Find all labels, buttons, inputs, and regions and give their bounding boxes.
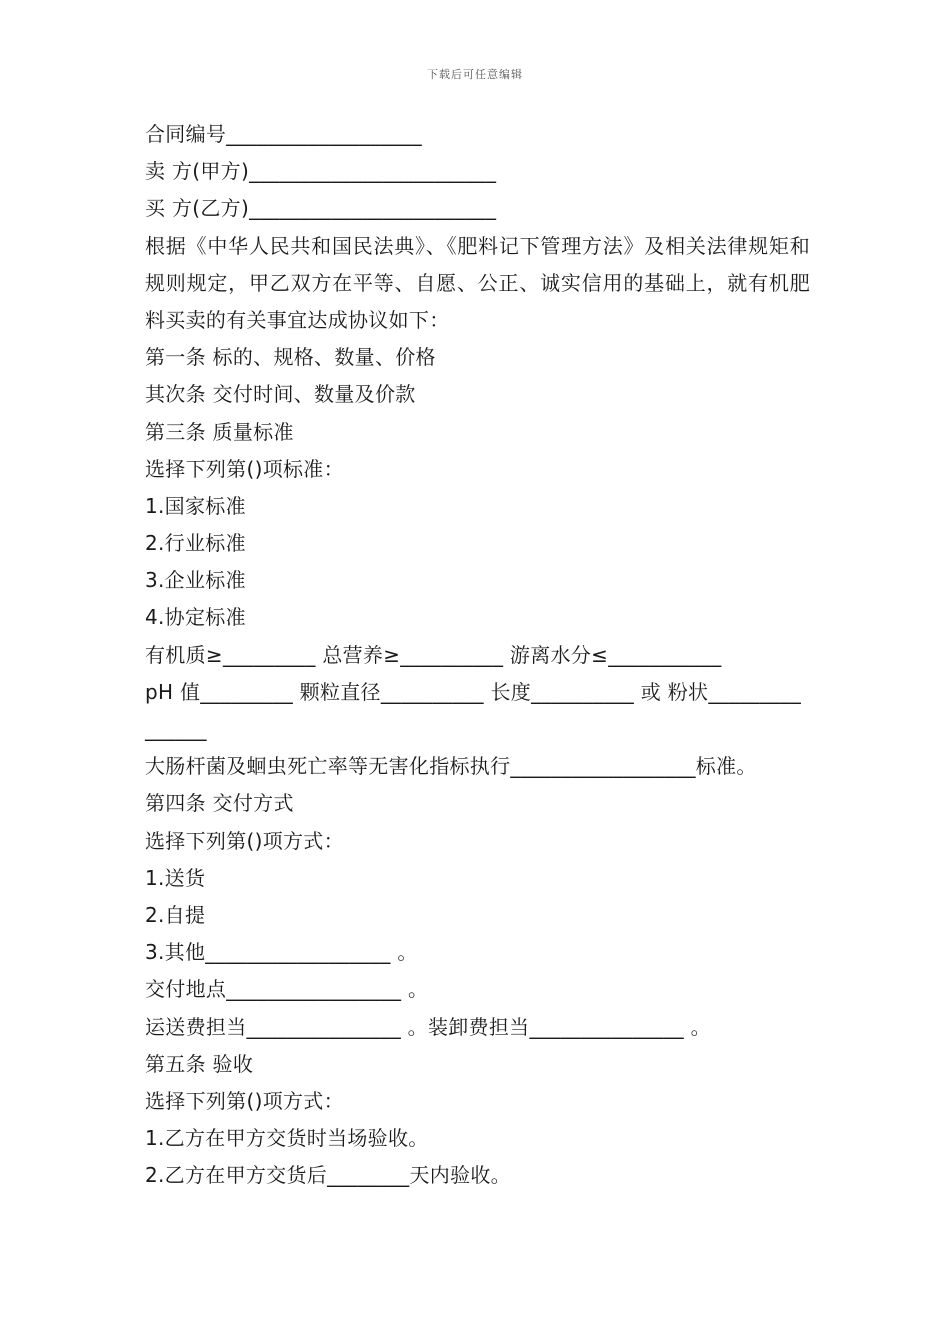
delivery-option-1: 1.送货 [145,865,206,890]
quality-indicators-line: 有机质≥_________ 总营养≥__________ 游离水分≤___________ [145,642,722,667]
standard-option-3: 3.企业标准 [145,568,246,593]
physical-indicators-line: pH 值_________ 颗粒直径__________ 长度__________ 或 粉状_______________ [145,679,802,742]
acceptance-select-line: 选择下列第()项方式： [145,1088,344,1113]
article-5-heading: 第五条 验收 [145,1051,254,1076]
standard-option-1: 1.国家标准 [145,493,246,518]
harmless-indicator-line: 大肠杆菌及蛔虫死亡率等无害化指标执行__________________标准。 [145,754,757,779]
delivery-location-line: 交付地点_________________ 。 [145,977,429,1002]
acceptance-option-1: 1.乙方在甲方交货时当场验收。 [145,1126,429,1151]
article-4-heading: 第四条 交付方式 [145,791,294,816]
delivery-select-line: 选择下列第()项方式： [145,828,344,853]
acceptance-option-2: 2.乙方在甲方交货后________天内验收。 [145,1163,511,1188]
document-body [145,116,810,1195]
delivery-option-2: 2.自提 [145,903,206,928]
transport-cost-line: 运送费担当_______________ 。装卸费担当_______________ 。 [145,1014,711,1039]
contract-number-line: 合同编号___________________ [145,122,422,146]
article-3-heading: 第三条 质量标准 [145,419,294,444]
standard-select-line: 选择下列第()项标准： [145,456,344,481]
delivery-option-3: 3.其他__________________ 。 [145,940,418,965]
preamble-paragraph: 根据《中华人民共和国民法典》、《肥料记下管理方法》及相关法律规矩和规则规定，甲乙双方在平等、自愿、公正、诚实信用的基础上，就有机肥料买卖的有关事宜达成协议如下： [145,233,810,332]
article-2-heading: 其次条 交付时间、数量及价款 [145,382,416,407]
standard-option-2: 2.行业标准 [145,531,246,556]
article-1-heading: 第一条 标的、规格、数量、价格 [145,345,436,370]
buyer-line: 买 方(乙方)________________________ [145,196,497,221]
standard-option-4: 4.协定标准 [145,605,246,630]
seller-line: 卖 方(甲方)________________________ [145,159,497,184]
page-header: 下载后可任意编辑 [427,68,523,81]
